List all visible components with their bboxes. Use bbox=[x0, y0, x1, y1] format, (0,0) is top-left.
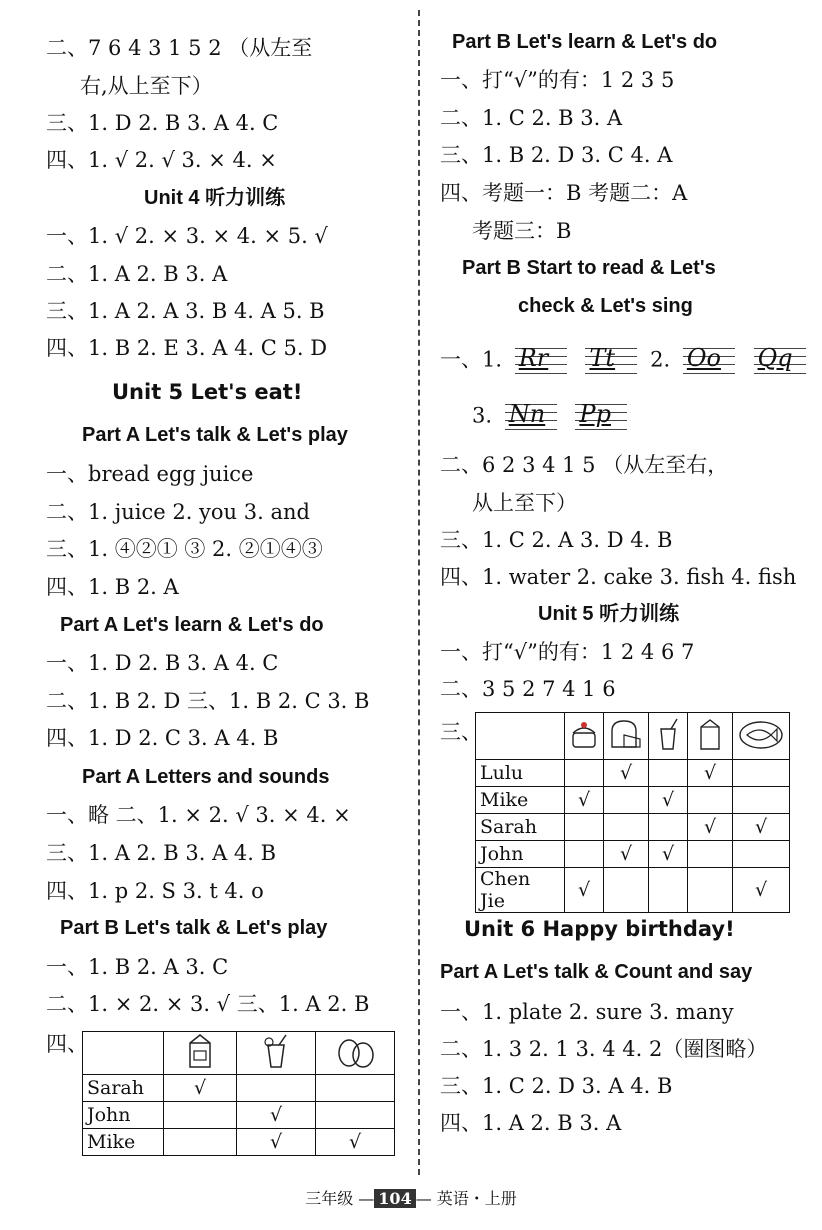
answer-line: 四、1. water 2. cake 3. fish 4. fish bbox=[440, 565, 797, 589]
check-cell bbox=[688, 787, 733, 814]
answer-line: 四、1. D 2. C 3. A 4. B bbox=[46, 726, 279, 750]
check-cell bbox=[604, 787, 649, 814]
handwritten-letter: Qq bbox=[757, 344, 793, 372]
handwriting-row-2 bbox=[472, 400, 633, 434]
cake-icon bbox=[569, 717, 599, 751]
check-cell bbox=[316, 1075, 395, 1102]
table-row bbox=[476, 787, 790, 814]
table-row bbox=[83, 1129, 395, 1156]
answer-line: 一、1. √ 2. × 3. × 4. × 5. √ bbox=[46, 224, 328, 248]
check-cell bbox=[164, 1102, 237, 1129]
section-heading: Part A Let's talk & Let's play bbox=[82, 424, 348, 446]
writing-lines bbox=[585, 344, 637, 378]
check-cell: √ bbox=[649, 841, 688, 868]
handwritten-letter: Rr bbox=[518, 344, 549, 372]
section-heading: check & Let's sing bbox=[518, 295, 693, 317]
check-cell bbox=[649, 760, 688, 787]
answer-line: 二、6 2 3 4 1 5 （从左至右， bbox=[440, 453, 729, 477]
check-cell: √ bbox=[688, 814, 733, 841]
check-cell: √ bbox=[649, 787, 688, 814]
table-row bbox=[83, 1075, 395, 1102]
writing-lines bbox=[575, 400, 627, 434]
answer-line: 三、1. B 2. D 3. C 4. A bbox=[440, 143, 673, 167]
check-cell bbox=[733, 841, 790, 868]
answer-line: 三、1. C 2. D 3. A 4. B bbox=[440, 1074, 673, 1098]
check-cell bbox=[565, 760, 604, 787]
writing-lines bbox=[683, 344, 735, 378]
answer-line: 二、1. × 2. × 3. √ 三、1. A 2. B bbox=[46, 992, 370, 1016]
answer-line: 三、1. C 2. A 3. D 4. B bbox=[440, 528, 673, 552]
fish-icon bbox=[737, 717, 785, 751]
check-cell: √ bbox=[604, 760, 649, 787]
row-name: Mike bbox=[83, 1129, 164, 1156]
section-heading: Part A Let's learn & Let's do bbox=[60, 614, 324, 636]
answer-line: 一、1. D 2. B 3. A 4. C bbox=[46, 651, 279, 675]
check-cell bbox=[649, 868, 688, 913]
check-cell bbox=[688, 868, 733, 913]
answer-line: 一、1. plate 2. sure 3. many bbox=[440, 1000, 734, 1024]
bread-icon bbox=[608, 717, 644, 751]
answer-line: 从上至下） bbox=[472, 491, 577, 515]
answer-line: 四、考题一：B 考题二：A bbox=[440, 181, 688, 205]
check-cell bbox=[164, 1129, 237, 1156]
section-heading: Part B Start to read & Let's bbox=[462, 257, 716, 279]
answer-line: 三、1. ④②① ③ 2. ②①④③ bbox=[46, 537, 323, 561]
question-label: 3. bbox=[472, 403, 493, 428]
handwritten-letter: Nn bbox=[508, 400, 546, 428]
check-cell: √ bbox=[565, 868, 604, 913]
row-name: Sarah bbox=[83, 1075, 164, 1102]
question-label: 一、1. bbox=[440, 347, 503, 372]
answer-line: 四、1. √ 2. √ 3. × 4. × bbox=[46, 148, 277, 172]
answer-line: 一、打“√”的有：1 2 4 6 7 bbox=[440, 640, 695, 664]
answer-line: 三、1. A 2. A 3. B 4. A 5. B bbox=[46, 299, 325, 323]
handwritten-letter: Tt bbox=[589, 344, 616, 372]
answer-line: 二、1. C 2. B 3. A bbox=[440, 106, 623, 130]
check-cell bbox=[565, 814, 604, 841]
check-cell: √ bbox=[237, 1102, 316, 1129]
writing-lines bbox=[754, 344, 806, 378]
answer-table-left bbox=[82, 1031, 395, 1156]
handwritten-letter: Oo bbox=[686, 344, 721, 372]
answer-line: 一、bread egg juice bbox=[46, 462, 254, 486]
unit-title: Unit 5 Let's eat! bbox=[112, 380, 303, 404]
answer-line: 一、打“√”的有：1 2 3 5 bbox=[440, 68, 675, 92]
answer-line: 二、1. juice 2. you 3. and bbox=[46, 500, 310, 524]
check-cell bbox=[604, 868, 649, 913]
row-name: Lulu bbox=[476, 760, 565, 787]
answer-line: 二、7 6 4 3 1 5 2 （从左至 bbox=[46, 36, 313, 60]
row-name: John bbox=[476, 841, 565, 868]
answer-line: 右,从上至下） bbox=[80, 74, 213, 98]
eggs-icon bbox=[333, 1033, 377, 1069]
section-heading: Part B Let's talk & Let's play bbox=[60, 917, 328, 939]
juice-icon bbox=[653, 717, 683, 751]
answer-line: 四、1. A 2. B 3. A bbox=[440, 1111, 622, 1135]
answer-line: 二、1. A 2. B 3. A bbox=[46, 262, 228, 286]
handwritten-letter: Pp bbox=[579, 400, 611, 428]
answer-line: 考题三：B bbox=[472, 219, 572, 243]
answer-line: 三、1. A 2. B 3. A 4. B bbox=[46, 841, 277, 865]
check-cell: √ bbox=[237, 1129, 316, 1156]
check-cell: √ bbox=[316, 1129, 395, 1156]
table-row bbox=[476, 841, 790, 868]
page-number: 104 bbox=[374, 1189, 415, 1208]
section-heading: Part A Let's talk & Count and say bbox=[440, 961, 753, 983]
answer-line: 一、略 二、1. × 2. √ 3. × 4. × bbox=[46, 803, 351, 827]
question-label: 2. bbox=[650, 347, 671, 372]
row-name: Sarah bbox=[476, 814, 565, 841]
answer-line: 二、3 5 2 7 4 1 6 bbox=[440, 677, 616, 701]
answer-table-right bbox=[475, 712, 790, 913]
answer-line: 三、1. D 2. B 3. A 4. C bbox=[46, 111, 279, 135]
check-cell bbox=[565, 841, 604, 868]
section-heading: Unit 5 听力训练 bbox=[538, 603, 680, 625]
answer-line: 四、1. B 2. E 3. A 4. C 5. D bbox=[46, 336, 328, 360]
milk-carton-icon bbox=[183, 1033, 217, 1069]
juice-glass-icon bbox=[259, 1033, 293, 1069]
check-cell bbox=[604, 814, 649, 841]
grade-label: 三年级 bbox=[305, 1189, 354, 1208]
check-cell: √ bbox=[164, 1075, 237, 1102]
section-heading: Part A Letters and sounds bbox=[82, 766, 330, 788]
check-cell bbox=[649, 814, 688, 841]
writing-lines bbox=[505, 400, 557, 434]
answer-line: 四、1. B 2. A bbox=[46, 575, 179, 599]
answer-line: 三、 bbox=[440, 720, 482, 744]
row-name: Mike bbox=[476, 787, 565, 814]
check-cell: √ bbox=[565, 787, 604, 814]
answer-line: 二、1. B 2. D 三、1. B 2. C 3. B bbox=[46, 689, 370, 713]
answer-line: 四、 bbox=[46, 1032, 88, 1056]
answer-line: 一、1. B 2. A 3. C bbox=[46, 955, 229, 979]
check-cell: √ bbox=[688, 760, 733, 787]
check-cell bbox=[733, 787, 790, 814]
column-divider bbox=[418, 10, 420, 1175]
check-cell: √ bbox=[733, 868, 790, 913]
table-row bbox=[476, 760, 790, 787]
page-footer: 三年级 — 104 — 英语・上册 bbox=[305, 1189, 517, 1208]
milk-icon bbox=[695, 717, 725, 751]
row-name: John bbox=[83, 1102, 164, 1129]
answer-line: 四、1. p 2. S 3. t 4. o bbox=[46, 879, 264, 903]
unit-title: Unit 6 Happy birthday! bbox=[464, 917, 735, 941]
check-cell: √ bbox=[604, 841, 649, 868]
table-row bbox=[476, 814, 790, 841]
check-cell bbox=[688, 841, 733, 868]
subject-label: 英语・上册 bbox=[436, 1189, 517, 1208]
writing-lines bbox=[515, 344, 567, 378]
check-cell bbox=[237, 1075, 316, 1102]
section-heading: Unit 4 听力训练 bbox=[144, 187, 286, 209]
handwriting-row-1 bbox=[440, 344, 812, 378]
section-heading: Part B Let's learn & Let's do bbox=[452, 31, 718, 53]
row-name: Chen Jie bbox=[476, 868, 565, 913]
check-cell bbox=[316, 1102, 395, 1129]
answer-line: 二、1. 3 2. 1 3. 4 4. 2（圈图略） bbox=[440, 1037, 768, 1061]
table-row bbox=[83, 1102, 395, 1129]
check-cell bbox=[733, 760, 790, 787]
check-cell: √ bbox=[733, 814, 790, 841]
table-row bbox=[476, 868, 790, 913]
